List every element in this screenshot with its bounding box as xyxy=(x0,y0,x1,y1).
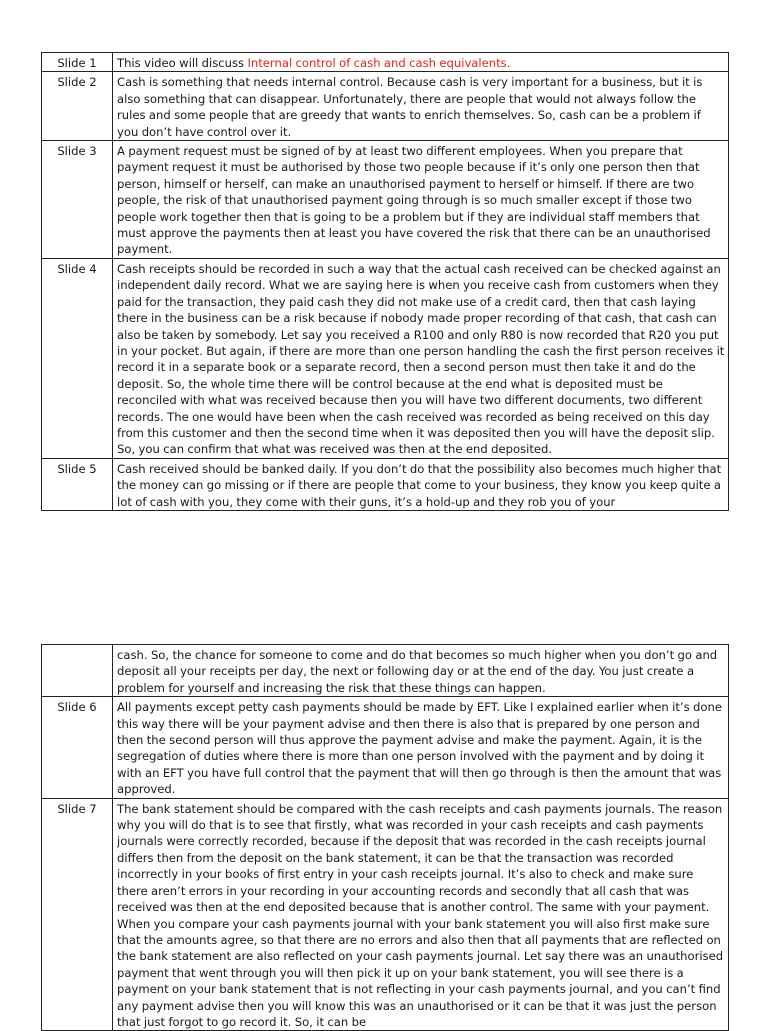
slide-text: All payments except petty cash payments should be made by EFT. Like I explained earlier when it’s done this way there will be your payment advise and then there is also that is prepared by one person and then the second person will thus approve the payment advise and make the payment. Again, it is the segregation of duties where there is more than one person involved with the payment and by doing it with an EFT you have full control that the payment that will then go through is then the amount that was approved. xyxy=(113,697,729,798)
slide-text: Cash receipts should be recorded in such a way that the actual cash received can be checked against an independent daily record. What we are saying here is when you receive cash from customers when they paid for the transaction, they paid cash they did not make use of a credit card, then that cash laying there in the business can be a risk because if nobody made proper recording of that cash, that cash can also be taken by somebody. Let say you received a R100 and only R80 is now recorded that R20 you put in your pocket. But again, if there are more than one person handling the cash the first person receives it record it in a separate book or a separate record, then a second person must then take it and do the deposit. So, the whole time there will be control because at the end what is deposited must be reconciled with what was received because then you will have two different documents, two different records. The one would have been when the cash received was recorded as being received on this day from this customer and then the second time when it was deposited then you will have the deposit slip. So, you can confirm that what was received was then at the end deposited. xyxy=(113,258,729,458)
highlighted-topic: Internal control of cash and cash equivalents. xyxy=(247,56,511,70)
slide-label: Slide 2 xyxy=(42,72,113,141)
slide-label: Slide 6 xyxy=(42,697,113,798)
table-row xyxy=(42,72,729,141)
slide-text: Cash received should be banked daily. If you don’t do that the possibility also becomes much higher that the money can go missing or if there are people that come to your business, they know you keep quite a lot of cash with you, they come with their guns, it’s a hold-up and they rob you of your xyxy=(113,458,729,510)
slide-label xyxy=(42,645,113,697)
slide-text: Cash is something that needs internal control. Because cash is very important for a business, but it is also something that can disappear. Unfortunately, there are people that would not always follow the rules and some people that are greedy that wants to enrich themselves. So, cash can be a problem if you don’t have control over it. xyxy=(113,72,729,141)
table-row xyxy=(42,798,729,1031)
slide-label: Slide 4 xyxy=(42,258,113,458)
slide-text: The bank statement should be compared with the cash receipts and cash payments journals. The reason why you will do that is to see that firstly, what was recorded in your cash receipts and cash payments journals were correctly recorded, because if the deposit that was recorded in the cash receipts journal differs then from the deposit on the bank statement, it can be that the transaction was recorded incorrectly in your books of first entry in your cash receipts journal. It’s also to check and make sure there aren’t errors in your recording in your accounting records and secondly that all cash that was received was then at the end deposited because that is another control. The same with your payment. When you compare your cash payments journal with your bank statement you will also first make sure that the amounts agree, so that there are no errors and also then that all payments that are reflected on the bank statement are also reflected on your cash payments journal. Let say there was an unauthorised payment that went through you will then pick it up on your bank statement, you will see there is a payment on your bank statement that is not reflecting in your cash payments journal, and you can’t find any payment advise then you will know this was an unauthorised or it can be that it was just the person that just forgot to go record it. So, it can be xyxy=(113,798,729,1031)
table-row xyxy=(42,697,729,798)
table-row xyxy=(42,141,729,259)
transcript-table-page-1 xyxy=(41,52,729,511)
transcript-table-page-2 xyxy=(41,644,729,1031)
slide-text: A payment request must be signed of by at least two different employees. When you prepare that payment request it must be authorised by those two people because if it’s only one person then that person, himself or herself, can make an unauthorised payment to herself or himself. If there are two people, the risk of that unauthorised payment going through is so much smaller except if those two people work together then that is going to be a problem but if they are individual staff members that must approve the payments then at least you have covered the risk that there can be an unauthorised payment. xyxy=(113,141,729,259)
slide-text xyxy=(113,53,729,72)
slide-label: Slide 1 xyxy=(42,53,113,72)
slide-text-prefix: This video will discuss xyxy=(117,56,248,70)
slide-label: Slide 5 xyxy=(42,458,113,510)
table-row xyxy=(42,458,729,510)
slide-label: Slide 3 xyxy=(42,141,113,259)
table-row xyxy=(42,645,729,697)
table-row xyxy=(42,258,729,458)
slide-text: cash. So, the chance for someone to come and do that becomes so much higher when you don’t go and deposit all your receipts per day, the next or following day or at the end of the day. You just create a problem for yourself and increasing the risk that these things can happen. xyxy=(113,645,729,697)
table-row xyxy=(42,53,729,72)
slide-label: Slide 7 xyxy=(42,798,113,1031)
